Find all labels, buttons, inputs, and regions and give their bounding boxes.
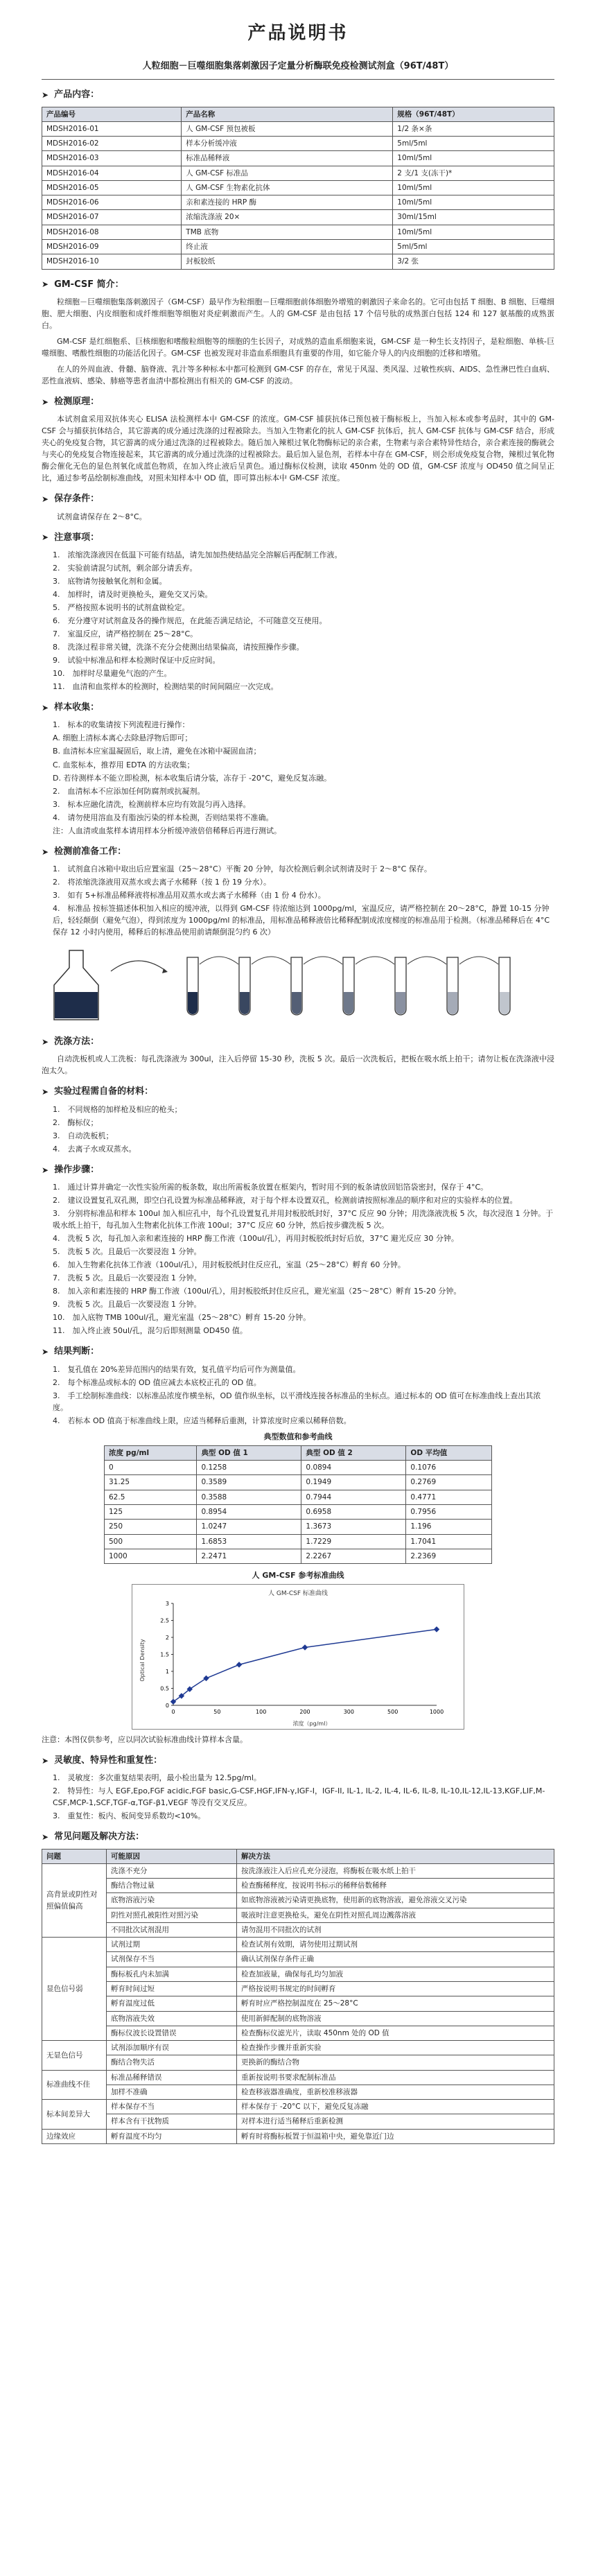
table-cell: 3/2 张 — [393, 254, 554, 269]
table-cell: 0.8954 — [197, 1504, 301, 1519]
problem-cell: 标本间差异大 — [42, 2100, 107, 2130]
intro-paragraph: 粒细胞－巨噬细胞集落刺激因子（GM-CSF）最早作为粒细胞－巨噬细胞前体细胞外增殖的刺激因子来命名的。它可由包括 T 细胞、B 细胞、巨噬细胞、肥大细胞、内皮细胞和成纤维细胞等细胞对炎症刺激而产生。人的 GM-CSF 是由包括 17 个信号肽的成熟蛋白包括 124 和 127 氨基酸的成熟蛋白。 — [42, 297, 554, 330]
table-row — [42, 1908, 554, 1922]
list-item: 4. 加样时，请及时更换枪头，避免交叉污染。 — [53, 589, 213, 599]
y-tick-label: 1.5 — [160, 1651, 169, 1658]
document-title: 产品说明书 — [247, 23, 349, 44]
table-cell: 0.1076 — [406, 1461, 492, 1475]
table-cell: 浓缩洗涤液 20× — [182, 210, 393, 225]
stock-bottle-icon — [54, 950, 98, 1020]
table-row — [105, 1534, 492, 1549]
solution-cell: 检查操作步骤并重新实验 — [237, 2041, 554, 2055]
list-item: 3. 重复性：板内、板间变异系数均<10%。 — [53, 1811, 206, 1821]
table-cell: MDSH2016-09 — [42, 239, 182, 254]
table-cell: 0.0894 — [301, 1461, 406, 1475]
table-cell: 1.3673 — [301, 1520, 406, 1534]
solution-cell: 样本保存于 -20°C 以下，避免反复冻融 — [237, 2100, 554, 2114]
solution-cell: 检查酶稀释度，按说明书标示的稀释倍数稀释 — [237, 1879, 554, 1893]
column-header: 典型 OD 值 1 — [197, 1445, 301, 1460]
x-tick-label: 50 — [213, 1709, 221, 1716]
table-cell: MDSH2016-10 — [42, 254, 182, 269]
table-header-row — [42, 107, 554, 121]
section-notes-heading — [42, 531, 554, 545]
y-tick-label: 0.5 — [160, 1685, 169, 1692]
y-tick-label: 2.5 — [160, 1617, 169, 1624]
notes-list — [42, 549, 554, 693]
section-title: 注意事项： — [54, 532, 100, 543]
table-row — [42, 2011, 554, 2026]
solution-cell: 孵育时将酶标板置于恒温箱中央，避免靠近门边 — [237, 2129, 554, 2143]
list-item: 7. 室温反应，请严格控制在 25～28°C。 — [53, 629, 198, 638]
table-cell: 封板胶纸 — [182, 254, 393, 269]
table-cell: MDSH2016-01 — [42, 121, 182, 136]
section-title: 检测原理： — [54, 396, 100, 407]
table-cell: 1.0247 — [197, 1520, 301, 1534]
list-item: 4. 若标本 OD 值高于标准曲线上限，应适当稀释后重测，计算浓度时应乘以稀释倍数。 — [53, 1416, 351, 1425]
section-title: 灵敏度、特异性和重复性： — [54, 1755, 163, 1766]
table-cell: 500 — [105, 1534, 197, 1549]
chart-xlabel: 浓度（pg/ml） — [292, 1721, 331, 1728]
list-item: 8. 洗涤过程非常关键，洗涤不充分会使测出结果偏高，请按照操作步骤。 — [53, 643, 304, 652]
list-item: 9. 洗板 5 次。且最后一次要浸泡 1 分钟。 — [53, 1300, 202, 1309]
section-title: 样本收集： — [54, 702, 100, 713]
cause-cell: 酶标仪波长设置错误 — [107, 2026, 237, 2040]
table-row — [42, 225, 554, 239]
arrow-icon: ➤ — [42, 494, 49, 505]
arrow-icon: ➤ — [42, 703, 49, 713]
arrow-icon: ➤ — [42, 1755, 49, 1766]
list-item: 1. 复孔值在 20%差异范围内的结果有效，复孔值平均后可作为测量值。 — [53, 1364, 301, 1374]
table-cell: MDSH2016-04 — [42, 166, 182, 180]
list-item: 1. 试剂盒自冰箱中取出后应置室温（25～28°C）平衡 20 分钟，每次检测后剩余试剂请及时于 2～8°C 保存。 — [53, 864, 432, 873]
arrow-icon: ➤ — [42, 1347, 49, 1357]
table-row — [42, 239, 554, 254]
table-cell: 5ml/5ml — [393, 239, 554, 254]
contents-table — [42, 107, 554, 270]
problem-cell: 高背景或阴性对照偏值偏高 — [42, 1863, 107, 1937]
table-cell: 人 GM-CSF 预包被板 — [182, 121, 393, 136]
table-cell: 样本分析缓冲液 — [182, 137, 393, 151]
cause-cell: 洗涤不充分 — [107, 1863, 237, 1878]
table-row — [42, 195, 554, 210]
section-title: 洗涤方法： — [54, 1036, 100, 1047]
table-cell: 31.25 — [105, 1475, 197, 1490]
list-item: 9. 试验中标准品和样本检测时保证中反应时间。 — [53, 656, 220, 665]
arrow-icon: ➤ — [42, 397, 49, 407]
ref-table-caption: 典型数值和参考曲线 — [263, 1431, 333, 1441]
table-cell: MDSH2016-05 — [42, 180, 182, 195]
intro-paragraph: 在人的外周血液、骨髓、脑脊液、乳汁等多种标本中都可检测到 GM-CSF 的存在，常见于风湿、类风湿、过敏性疾病、AIDS、急性淋巴性白血病、恶性血液病、感染、肺癌等患者血清中都检测出有相关的 GM-CSF 的波动。 — [42, 364, 554, 385]
table-cell: 1.196 — [406, 1520, 492, 1534]
cause-cell: 孵育温度不均匀 — [107, 2129, 237, 2143]
table-cell: 2.2471 — [197, 1549, 301, 1563]
solution-cell: 检查加液量，确保每孔均匀加液 — [237, 1967, 554, 1981]
table-row — [105, 1549, 492, 1563]
arrow-icon — [111, 961, 168, 973]
table-cell: 10ml/5ml — [393, 225, 554, 239]
list-item: 10. 加样时尽量避免气泡的产生。 — [53, 669, 172, 679]
column-header: 浓度 pg/ml — [105, 1445, 197, 1460]
x-tick-label: 0 — [171, 1709, 175, 1716]
list-item: 2. 将浓缩洗涤液用双蒸水或去离子水稀释（按 1 份 19 分水）。 — [53, 877, 271, 887]
materials-list — [42, 1104, 554, 1155]
column-header: 产品名称 — [182, 107, 393, 121]
list-item: 2. 特异性：与人 EGF,Epo,FGF acidic,FGF basic,G-CSF,HGF,IFN-γ,IGF-I，IGF-II, IL-1, IL-2, IL-4, IL-6, IL-8, IL-10,IL-12,IL-13,KGF,LIF,M-CSF,MCP-1,SCF,TGF-α,TGF-β1,VEGF 等没有交叉反应。 — [53, 1786, 545, 1808]
list-item: 5. 严格按照本说明书的试剂盒做检定。 — [53, 602, 190, 612]
section-title: 常见问题及解决方法： — [54, 1831, 145, 1843]
section-materials-heading — [42, 1085, 554, 1099]
list-item: 6. 加入生物素化抗体工作液（100ul/孔），用封板胶纸封住反应孔，室温（25～28°C）孵育 60 分钟。 — [53, 1260, 405, 1270]
table-row — [42, 2129, 554, 2143]
table-header-row — [105, 1445, 492, 1460]
cause-cell: 孵育温度过低 — [107, 1996, 237, 2011]
table-row — [42, 1981, 554, 1996]
table-cell: MDSH2016-06 — [42, 195, 182, 210]
list-item: 1. 标本的收集请按下列流程进行操作： — [53, 720, 190, 730]
list-item: 3. 如有 5+标准品稀释液将标准品用双蒸水或去离子水稀释（由 1 份 4 份水）。 — [53, 891, 326, 900]
section-title: 保存条件： — [54, 494, 100, 505]
cause-cell: 不同批次试剂混用 — [107, 1922, 237, 1937]
section-title: 操作步骤： — [54, 1164, 100, 1175]
dilution-tube-icon — [291, 957, 342, 1015]
table-cell: 10ml/5ml — [393, 151, 554, 166]
table-cell: MDSH2016-02 — [42, 137, 182, 151]
section-features-heading — [42, 1754, 554, 1768]
table-row — [42, 1938, 554, 1952]
table-row — [105, 1490, 492, 1504]
x-tick-label: 200 — [299, 1709, 310, 1716]
list-item: 注：人血清或血浆样本请用样本分析缓冲液倍倍稀释后再进行测试。 — [53, 826, 281, 835]
table-row — [42, 121, 554, 136]
table-row — [105, 1475, 492, 1490]
table-row — [42, 2070, 554, 2085]
table-cell: 1.6853 — [197, 1534, 301, 1549]
cause-cell: 样本含有干扰物质 — [107, 2114, 237, 2129]
list-item: 2. 实验前请混匀试剂，剩余部分请丢弃。 — [53, 563, 198, 573]
chart-frame — [132, 1585, 464, 1730]
table-cell: 125 — [105, 1504, 197, 1519]
solution-cell: 检查酶标仪滤光片，读取 450nm 处的 OD 值 — [237, 2026, 554, 2040]
table-cell: 0.3589 — [197, 1475, 301, 1490]
section-trouble-heading — [42, 1830, 554, 1844]
divider — [42, 79, 554, 80]
section-wash-heading — [42, 1035, 554, 1049]
section-title: 结果判断： — [54, 1346, 100, 1357]
table-cell: 30ml/15ml — [393, 210, 554, 225]
problem-cell: 显色信号弱 — [42, 1938, 107, 2041]
arrow-icon: ➤ — [42, 90, 49, 101]
storage-text: 试剂盒请保存在 2～8°C。 — [57, 512, 147, 521]
dilution-diagram — [42, 943, 554, 1027]
principle-paragraph: 本试剂盒采用双抗体夹心 ELISA 法检测样本中 GM-CSF 的浓度。GM-CSF 捕获抗体已预包被于酶标板上，当加入标本或参考品时，其中的 GM-CSF 会与捕获抗体结合，其它游离的成分通过洗涤的过程被除去。当加入生物素化的抗人 GM-CSF 抗体后，抗人 GM-CSF 抗体与 GM-CSF 结合，形成夹心的免疫复合物，其它游离的成分通过洗涤的过程被除去。随后加入辣根过氧化物酶标记的亲合素，生物素与亲合素特异性结合，亲合素连接的酶就会与夹心的免疫复合物连接起来，其它游离的成分通过洗涤的过程被除去。最后加入显色剂，若样本中存在 GM-CSF，则会形成免疫复合物，辣根过氧化物酶会催化无色的显色剂氧化成蓝色物质，在加入终止液后呈黄色。通过酶标仪检测，读取 450nm 处的 OD 值，GM-CSF 浓度与 OD450 值之间呈正比，通过参考品绘制标准曲线，对照未知样本中 OD 值，即可算出标本中 GM-CSF 浓度。 — [42, 415, 554, 483]
table-cell: MDSH2016-07 — [42, 210, 182, 225]
list-item: C. 血浆标本，推荐用 EDTA 的方法收集； — [53, 760, 195, 769]
table-cell: 0.3588 — [197, 1490, 301, 1504]
dilution-tube-icon — [239, 957, 290, 1015]
cause-cell: 加样不准确 — [107, 2085, 237, 2099]
y-tick-label: 3 — [165, 1601, 169, 1608]
solution-cell: 请勿混用不同批次的试剂 — [237, 1922, 554, 1937]
column-header: 可能原因 — [107, 1849, 237, 1863]
table-cell: TMB 底物 — [182, 225, 393, 239]
table-cell: 0.4771 — [406, 1490, 492, 1504]
wash-text: 自动洗板机或人工洗板：每孔洗涤液为 300ul，注入后停留 15-30 秒，洗板 5 次。最后一次洗板后，把板在吸水纸上拍干；请勿让板在洗涤液中浸泡太久。 — [42, 1054, 554, 1076]
x-tick-label: 300 — [343, 1709, 354, 1716]
table-cell: 2.2267 — [301, 1549, 406, 1563]
chart-note: 注意：本图仅供参考，应以同次试验标准曲线计算样本含量。 — [42, 1735, 247, 1745]
arrow-icon: ➤ — [42, 1087, 49, 1097]
list-item: 4. 去离子水或双蒸水。 — [53, 1144, 137, 1154]
table-row — [42, 2100, 554, 2114]
list-item: 4. 请勿使用溶血及有脂浊污染的样本检测，否则结果将不准确。 — [53, 812, 274, 822]
table-row — [42, 151, 554, 166]
list-item: 1. 通过计算并确定一次性实验所需的板条数，取出所需板条放置在框架内，暂时用不到的板条请放回铝箔袋密封，保存于 4°C。 — [53, 1182, 489, 1192]
section-title: GM-CSF 简介： — [54, 279, 124, 290]
solution-cell: 孵育时应严格控制温度在 25～28°C — [237, 1996, 554, 2011]
table-row — [42, 180, 554, 195]
solution-cell: 对样本进行适当稀释后重新检测 — [237, 2114, 554, 2129]
list-item: 2. 每个标准品或标本的 OD 值应减去本底校正孔的 OD 值。 — [53, 1377, 261, 1387]
cause-cell: 试剂保存不当 — [107, 1952, 237, 1967]
list-item: 2. 酶标仪； — [53, 1117, 98, 1127]
solution-cell: 检查试剂有效期，请勿使用过期试剂 — [237, 1938, 554, 1952]
cause-cell: 酶标板孔内未加满 — [107, 1967, 237, 1981]
table-cell: 人 GM-CSF 标准品 — [182, 166, 393, 180]
table-row — [42, 2026, 554, 2040]
table-row — [42, 1952, 554, 1967]
list-item: 3. 手工绘制标准曲线：以标准品浓度作横坐标，OD 值作纵坐标，以平滑线连接各标准品的坐标点。通过标本的 OD 值可在标准曲线上查出其浓度。 — [53, 1391, 541, 1412]
section-standard-heading — [42, 845, 554, 859]
steps-list — [42, 1181, 554, 1337]
cause-cell: 孵育时间过短 — [107, 1981, 237, 1996]
table-row — [42, 1879, 554, 1893]
column-header: OD 平均值 — [406, 1445, 492, 1460]
section-results-heading — [42, 1345, 554, 1359]
sample-list — [42, 719, 554, 836]
dilution-tube-icon — [343, 957, 394, 1015]
features-list — [42, 1772, 554, 1822]
table-cell: 2 支/1 支(冻干)* — [393, 166, 554, 180]
section-title: 实验过程需自备的材料： — [54, 1086, 154, 1097]
solution-cell: 确认试剂保存条件正确 — [237, 1952, 554, 1967]
list-item: 11. 血清和血浆样本的检测时，检测结果的时间间隔应一次完成。 — [53, 682, 279, 692]
table-cell: 5ml/5ml — [393, 137, 554, 151]
section-title: 产品内容： — [54, 89, 100, 101]
cause-cell: 酶结合物失活 — [107, 2055, 237, 2070]
table-cell: 1000 — [105, 1549, 197, 1563]
arrow-icon: ➤ — [42, 532, 49, 543]
table-cell: 0.6958 — [301, 1504, 406, 1519]
table-row — [42, 1893, 554, 1908]
table-row — [42, 2041, 554, 2055]
solution-cell: 吸液时注意更换枪头，避免在阴性对照孔周边溅落溶液 — [237, 1908, 554, 1922]
cause-cell: 阴性对照孔被阳性对照污染 — [107, 1908, 237, 1922]
table-row — [42, 1967, 554, 1981]
list-item: B. 血清标本应室温凝固后，取上清，避免在冰箱中凝固血清； — [53, 747, 261, 756]
table-cell: 1.7041 — [406, 1534, 492, 1549]
table-cell: 62.5 — [105, 1490, 197, 1504]
cause-cell: 底物溶液失效 — [107, 2011, 237, 2026]
document-subtitle: 人粒细胞－巨噬细胞集落刺激因子定量分析酶联免疫检测试剂盒（96T/48T） — [142, 61, 454, 72]
table-cell: 0 — [105, 1461, 197, 1475]
section-steps-heading — [42, 1163, 554, 1177]
y-tick-label: 1 — [165, 1669, 169, 1676]
table-row — [42, 254, 554, 269]
table-row — [42, 1863, 554, 1878]
table-row — [42, 166, 554, 180]
table-row — [105, 1504, 492, 1519]
table-header-row — [42, 1849, 554, 1863]
list-item: 2. 建议设置复孔双孔测，即空白孔设置为标准品稀释液，对于每个样本设置双孔，检测前请按照标准品的顺序和对应的实验样本的位置。 — [53, 1195, 518, 1205]
table-cell: 0.7956 — [406, 1504, 492, 1519]
table-row — [42, 2055, 554, 2070]
dilution-tube-icon — [499, 957, 510, 1015]
list-item: 1. 灵敏度：多次重复结果表明，最小检出量为 12.5pg/ml。 — [53, 1773, 261, 1783]
table-cell: 250 — [105, 1520, 197, 1534]
dilution-tubes-illustration — [42, 943, 554, 1027]
table-cell: MDSH2016-08 — [42, 225, 182, 239]
y-tick-label: 0 — [165, 1703, 169, 1709]
dilution-tube-icon — [395, 957, 446, 1015]
dilution-tube-icon — [187, 957, 238, 1015]
list-item: 3. 底物请勿接触氧化剂和金属。 — [53, 576, 167, 586]
table-cell: MDSH2016-03 — [42, 151, 182, 166]
table-cell: 10ml/5ml — [393, 180, 554, 195]
cause-cell: 试剂添加顺序有误 — [107, 2041, 237, 2055]
list-item: 3. 自动洗板机； — [53, 1131, 114, 1140]
list-item: 4. 洗板 5 次，每孔加入亲和素连接的 HRP 酶工作液（100ul/孔），再用封板胶纸封好后放，37°C 避光反应 30 分钟。 — [53, 1234, 459, 1244]
solution-cell: 如底物溶液被污染请更换底物，使用新的底物溶液，避免溶液交叉污染 — [237, 1893, 554, 1908]
column-header: 解决方法 — [237, 1849, 554, 1863]
table-row — [105, 1520, 492, 1534]
list-item: 1. 浓缩洗涤液因在低温下可能有结晶，请先加加热使结晶完全溶解后再配制工作液。 — [53, 550, 342, 559]
x-tick-label: 1000 — [429, 1709, 444, 1716]
x-tick-label: 500 — [387, 1709, 398, 1716]
list-item: 3. 标本应融化清洗，检测前样本应均有效混匀再入选择。 — [53, 799, 251, 809]
table-cell: 0.7944 — [301, 1490, 406, 1504]
table-cell: 1/2 条×条 — [393, 121, 554, 136]
table-cell: 0.1949 — [301, 1475, 406, 1490]
section-intro-heading — [42, 278, 554, 292]
section-title: 检测前准备工作： — [54, 846, 127, 857]
dilution-tube-icon — [447, 957, 498, 1015]
x-tick-label: 100 — [256, 1709, 267, 1716]
table-row — [42, 1922, 554, 1937]
chart-caption: 人 GM-CSF 参考标准曲线 — [252, 1571, 344, 1581]
list-item: 11. 加入终止液 50ul/孔，混匀后即刻测量 OD450 值。 — [53, 1326, 247, 1336]
intro-paragraph: GM-CSF 是红细胞系、巨核细胞和嗜酸粒细胞等的细胞的生长因子，对成熟的造血系细胞来说，GM-CSF 是一种生长支持因子，是粒细胞、单核-巨噬细胞、嗜酸性细胞的功能活化因子。GM-CSF 也被发现对非造血系细胞具有重要的作用，如它能介导人的内皮细胞的迁移和增殖。 — [42, 336, 554, 358]
cause-cell: 样本保存不当 — [107, 2100, 237, 2114]
list-item: 6. 充分遵守对试剂盒及各的操作规范，在此能否满足结论，不可随意交互使用。 — [53, 616, 327, 625]
cause-cell: 底物溶液污染 — [107, 1893, 237, 1908]
list-item: 2. 血清标本不应添加任何防腐剂或抗凝剂。 — [53, 786, 205, 796]
cause-cell: 酶结合物过量 — [107, 1879, 237, 1893]
table-cell: 1.7229 — [301, 1534, 406, 1549]
cause-cell: 试剂过期 — [107, 1938, 237, 1952]
intro-body — [42, 296, 554, 387]
table-cell: 0.2769 — [406, 1475, 492, 1490]
table-cell: 人 GM-CSF 生物素化抗体 — [182, 180, 393, 195]
table-row — [42, 1996, 554, 2011]
table-cell: 标准品稀释液 — [182, 151, 393, 166]
column-header: 问题 — [42, 1849, 107, 1863]
section-principle-heading — [42, 395, 554, 409]
arrow-icon: ➤ — [42, 279, 49, 290]
problem-cell: 边缘效应 — [42, 2129, 107, 2143]
list-item: 4. 标准品 按标签描述体积加入相应的缓冲液，以得到 GM-CSF 待浓缩达到 1000pg/ml，室温反应，请严格控制在 20～28°C，静置 10-15 分钟后，轻轻颠倒（避免气泡），得到浓度为 1000pg/ml 的标准品，用标准品稀释液倍比稀释配制成浓度梯度的标准品用于检测。（标准品稀释后在 4°C 保存 12 小时内使用，稀释后的标准品使用前请颠倒混匀约 6 次） — [53, 904, 550, 937]
table-cell: 终止液 — [182, 239, 393, 254]
solution-cell: 使用新鲜配制的底物溶液 — [237, 2011, 554, 2026]
y-tick-label: 2 — [165, 1635, 169, 1642]
section-contents-heading — [42, 88, 554, 102]
arrow-icon: ➤ — [42, 1036, 49, 1047]
table-row — [42, 2114, 554, 2129]
section-storage-heading — [42, 492, 554, 506]
section-sample-heading — [42, 701, 554, 715]
list-item: D. 若待测样本不能立即检测，标本收集后请分装，冻存于 -20°C，避免反复冻融。 — [53, 773, 332, 783]
table-row — [42, 2085, 554, 2099]
arrow-icon: ➤ — [42, 846, 49, 857]
arrow-icon: ➤ — [42, 1832, 49, 1843]
list-item: 1. 不同规格的加样枪及相应的枪头； — [53, 1104, 182, 1114]
standard-list — [42, 863, 554, 938]
results-list — [42, 1364, 554, 1427]
chart-title: 人 GM-CSF 标准曲线 — [268, 1590, 328, 1598]
reference-od-table — [104, 1445, 492, 1564]
standard-curve-chart — [132, 1584, 464, 1730]
list-item: 5. 洗板 5 次。且最后一次要浸泡 1 分钟。 — [53, 1247, 202, 1257]
column-header: 典型 OD 值 2 — [301, 1445, 406, 1460]
list-item: 3. 分别将标准品和样本 100ul 加入相应孔中，每个孔设置复孔并用封板胶纸封好，37°C 反应 90 分钟；用洗涤液洗板 5 次，每次浸泡 1 分钟。于吸水纸上拍干，每孔加入生物素化抗体工作液 100ul；37°C 反应 60 分钟，然后按步骤洗板 5 次。 — [53, 1209, 554, 1230]
column-header: 产品编号 — [42, 107, 182, 121]
solution-cell: 重新按说明书要求配制标准品 — [237, 2070, 554, 2085]
solution-cell: 更换新的酶结合物 — [237, 2055, 554, 2070]
table-cell: 0.1258 — [197, 1461, 301, 1475]
column-header: 规格（96T/48T） — [393, 107, 554, 121]
table-cell: 2.2369 — [406, 1549, 492, 1563]
solution-cell: 按洗涤液注入后应孔充分浸泡，将酶板在吸水纸上拍干 — [237, 1863, 554, 1878]
table-row — [42, 210, 554, 225]
problem-cell: 标准曲线不佳 — [42, 2070, 107, 2100]
cause-cell: 标准品稀释错误 — [107, 2070, 237, 2085]
list-item: 10. 加入底物 TMB 100ul/孔，避光室温（25～28°C）孵育 15-20 分钟。 — [53, 1313, 311, 1323]
chart-ylabel: Optical Density — [139, 1639, 146, 1682]
solution-cell: 严格按说明书规定的时间孵育 — [237, 1981, 554, 1996]
list-item: 7. 洗板 5 次。且最后一次要浸泡 1 分钟。 — [53, 1273, 202, 1283]
arrow-icon: ➤ — [42, 1165, 49, 1175]
troubleshooting-table — [42, 1849, 554, 2144]
table-row — [105, 1461, 492, 1475]
problem-cell: 无显色信号 — [42, 2041, 107, 2071]
list-item: A. 细胞上清标本离心去除悬浮物后即可； — [53, 733, 193, 743]
solution-cell: 检查移液器准确度，重新校准移液器 — [237, 2085, 554, 2099]
list-item: 8. 加入亲和素连接的 HRP 酶工作液（100ul/孔），用封板胶纸封住反应孔，避光室温（25～28°C）孵育 15-20 分钟。 — [53, 1287, 462, 1296]
table-row — [42, 137, 554, 151]
table-cell: 亲和素连接的 HRP 酶 — [182, 195, 393, 210]
table-cell: 10ml/5ml — [393, 195, 554, 210]
